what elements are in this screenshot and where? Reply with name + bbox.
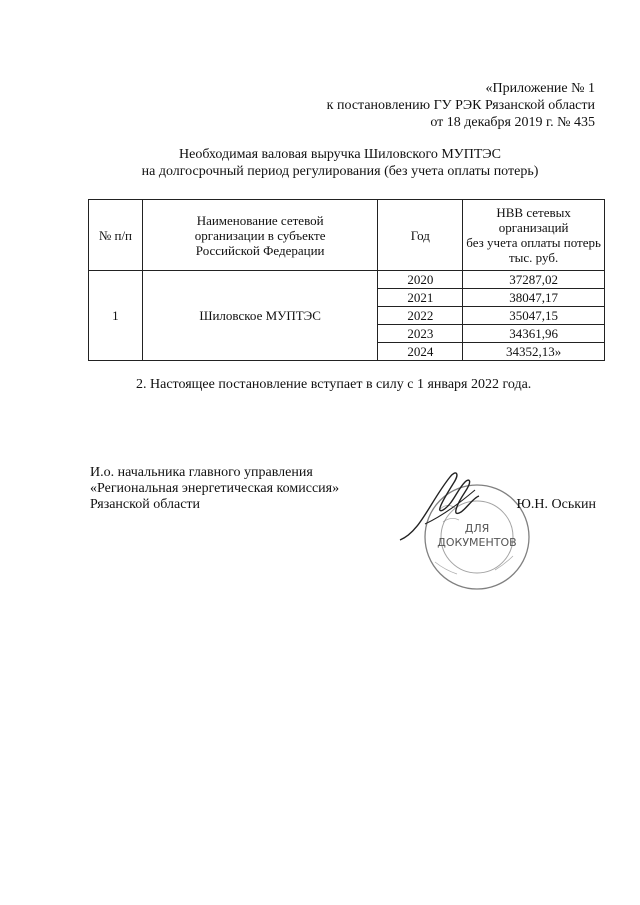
header-nvv-line-3: без учета оплаты потерь (466, 235, 601, 250)
cell-row-num: 1 (89, 271, 143, 361)
header-nvv (463, 200, 605, 271)
signer-name: Ю.Н. Оськин (516, 497, 596, 512)
cell-year: 2023 (378, 325, 463, 343)
cell-value: 37287,02 (463, 271, 605, 289)
document-title (80, 146, 600, 180)
signer-position-line-3: Рязанской области (90, 497, 201, 512)
header-nvv-line-1: НВВ сетевых (496, 205, 571, 220)
annex-line-1: «Приложение № 1 (485, 81, 595, 96)
title-line-2: на долгосрочный период регулирования (без учета оплаты потерь) (141, 164, 539, 179)
stamp-center-line-1: ДЛЯ (464, 522, 490, 535)
cell-value: 34352,13» (463, 343, 605, 361)
cell-year: 2022 (378, 307, 463, 325)
annex-header (275, 80, 595, 131)
signer-position-line-1: И.о. начальника главного управления (90, 465, 313, 480)
table-header-row (89, 200, 605, 271)
header-nvv-line-2: организаций (498, 220, 569, 235)
header-num: № п/п (89, 200, 143, 271)
table-row (89, 271, 605, 289)
cell-year: 2024 (378, 343, 463, 361)
header-year: Год (378, 200, 463, 271)
annex-line-3: от 18 декабря 2019 г. № 435 (430, 115, 595, 130)
cell-value: 35047,15 (463, 307, 605, 325)
effective-date-clause: 2. Настоящее постановление вступает в силу с 1 января 2022 года. (136, 377, 532, 392)
header-name: Наименование сетевой организации в субъекте Российской Федерации (142, 200, 378, 271)
annex-line-2: к постановлению ГУ РЭК Рязанской области (326, 98, 595, 113)
cell-value: 34361,96 (463, 325, 605, 343)
stamp-graphic (395, 462, 540, 592)
cell-org-name: Шиловское МУПТЭС (142, 271, 378, 361)
signer-position-line-2: «Региональная энергетическая комиссия» (90, 481, 340, 496)
cell-value: 38047,17 (463, 289, 605, 307)
official-stamp (395, 462, 540, 592)
cell-year: 2020 (378, 271, 463, 289)
stamp-center-line-2: ДОКУМЕНТОВ (437, 536, 517, 549)
nvv-table (88, 199, 605, 361)
cell-year: 2021 (378, 289, 463, 307)
header-nvv-line-4: тыс. руб. (509, 250, 559, 265)
title-line-1: Необходимая валовая выручка Шиловского МУПТЭС (179, 147, 501, 162)
signature-block (90, 465, 390, 513)
